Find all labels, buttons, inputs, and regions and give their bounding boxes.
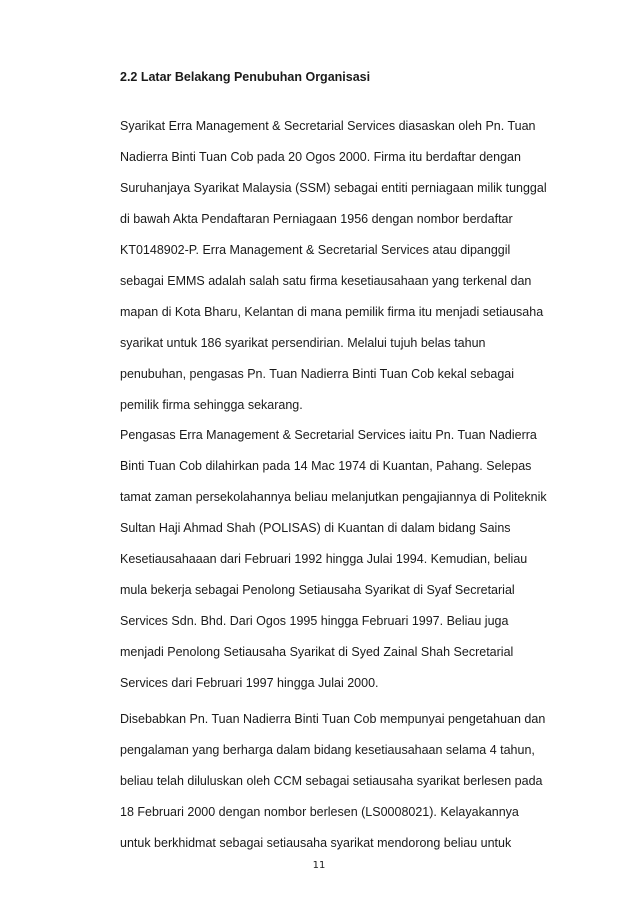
body-text-line: Suruhanjaya Syarikat Malaysia (SSM) sebagai entiti perniagaan milik tunggal <box>120 181 547 195</box>
body-text-line: pengalaman yang berharga dalam bidang kesetiausahaan selama 4 tahun, <box>120 743 535 757</box>
body-text-line: penubuhan, pengasas Pn. Tuan Nadierra Binti Tuan Cob kekal sebagai <box>120 367 515 381</box>
body-text-line: Sultan Haji Ahmad Shah (POLISAS) di Kuantan di dalam bidang Sains <box>120 521 511 535</box>
body-text-line: Nadierra Binti Tuan Cob pada 20 Ogos 2000. Firma itu berdaftar dengan <box>120 150 521 164</box>
body-text-line: untuk berkhidmat sebagai setiausaha syarikat mendorong beliau untuk <box>120 836 512 850</box>
body-text-line: Pengasas Erra Management & Secretarial Services iaitu Pn. Tuan Nadierra <box>120 428 537 442</box>
body-text-line: syarikat untuk 186 syarikat persendirian. Melalui tujuh belas tahun <box>120 336 486 350</box>
body-text-line: 18 Februari 2000 dengan nombor berlesen (LS0008021). Kelayakannya <box>120 805 519 819</box>
body-text-line: KT0148902-P. Erra Management & Secretarial Services atau dipanggil <box>120 243 511 257</box>
body-text-line: sebagai EMMS adalah salah satu firma kesetiausahaan yang terkenal dan <box>120 274 532 288</box>
body-text-line: tamat zaman persekolahannya beliau melanjutkan pengajiannya di Politeknik <box>120 490 547 504</box>
body-text-line: di bawah Akta Pendaftaran Perniagaan 1956 dengan nombor berdaftar <box>120 212 513 226</box>
body-text-line: Kesetiausahaaan dari Februari 1992 hingga Julai 1994. Kemudian, beliau <box>120 552 528 566</box>
body-text-line: Disebabkan Pn. Tuan Nadierra Binti Tuan Cob mempunyai pengetahuan dan <box>120 712 546 726</box>
body-text-line: Services Sdn. Bhd. Dari Ogos 1995 hingga Februari 1997. Beliau juga <box>120 614 509 628</box>
body-text-line: Binti Tuan Cob dilahirkan pada 14 Mac 1974 di Kuantan, Pahang. Selepas <box>120 459 532 473</box>
body-text-line: Services dari Februari 1997 hingga Julai 2000. <box>120 676 379 690</box>
body-text-line: mapan di Kota Bharu, Kelantan di mana pemilik firma itu menjadi setiausaha <box>120 305 544 319</box>
body-text-line: mula bekerja sebagai Penolong Setiausaha Syarikat di Syaf Secretarial <box>120 583 515 597</box>
body-text-line: menjadi Penolong Setiausaha Syarikat di Syed Zainal Shah Secretarial <box>120 645 514 659</box>
body-text-line: pemilik firma sehingga sekarang. <box>120 398 303 412</box>
body-text-line: Syarikat Erra Management & Secretarial Services diasaskan oleh Pn. Tuan <box>120 119 536 133</box>
body-text-line: beliau telah diluluskan oleh CCM sebagai setiausaha syarikat berlesen pada <box>120 774 543 788</box>
page-number: 11 <box>312 860 326 871</box>
section-heading: 2.2 Latar Belakang Penubuhan Organisasi <box>120 70 371 84</box>
